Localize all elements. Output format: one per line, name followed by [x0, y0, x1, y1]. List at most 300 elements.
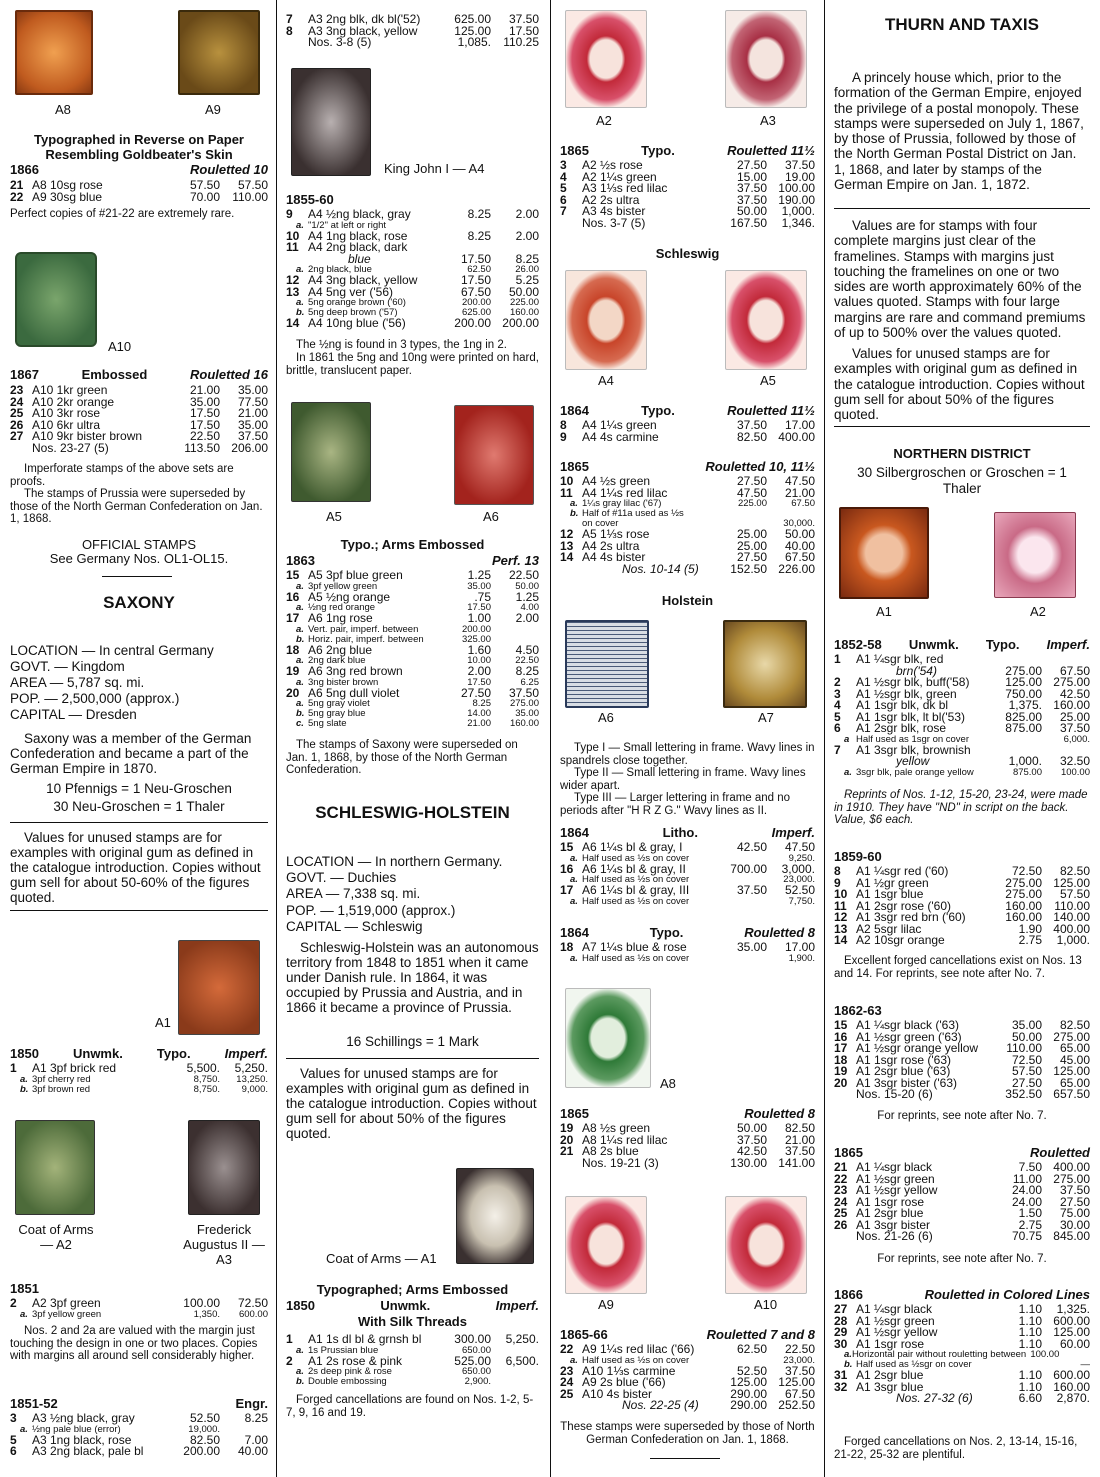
price-unused: 290.00: [730, 1386, 767, 1401]
location: LOCATION — In northern Germany.: [286, 854, 503, 869]
price-used: 50.00: [515, 580, 539, 592]
note-types: The ½ng is found in 3 types, the 1ng in 2.: [296, 339, 507, 351]
catalog-number: [834, 756, 856, 768]
price-used: 200.00: [502, 316, 539, 330]
catalog-number: 20: [560, 1132, 574, 1147]
issue-1859-60-header: [834, 850, 1090, 865]
price-used: 65.00: [1059, 1075, 1090, 1090]
divider: [286, 1058, 539, 1059]
catalog-rows-1865: [560, 160, 815, 229]
price-unused: 27.50: [1011, 1075, 1042, 1090]
price-used: 125.00: [1053, 1064, 1090, 1078]
stamp-description: A4 ½s green: [582, 474, 651, 488]
catalog-rows-1866: [10, 180, 268, 203]
catalog-number: 18: [834, 1052, 848, 1067]
label-a2: Coat of Arms — A2: [18, 1222, 94, 1252]
price-unused: 100.00: [1030, 1349, 1060, 1360]
price-unused: 1.90: [1018, 921, 1042, 936]
issue-year: 1866: [834, 1287, 863, 1302]
price-used: 67.50: [784, 1386, 815, 1401]
price-unused: 200.00: [461, 297, 491, 308]
stamp-description: A1 ¼sgr blk, red: [856, 652, 944, 666]
catalog-number: 19: [286, 664, 300, 678]
issue-year: 1850: [10, 1046, 39, 1061]
stamp-description: 5ng deep brown ('57): [308, 307, 398, 318]
catalog-number: a.: [296, 676, 304, 688]
price-unused: 27.50: [736, 158, 767, 172]
price-used: 275.00: [1053, 1029, 1090, 1044]
catalog-rows-1863: [286, 570, 539, 729]
price-unused: 1,350.: [193, 1308, 220, 1320]
price-unused: 15.00: [736, 169, 767, 184]
stamp-description: A6 5ng dull violet: [308, 685, 400, 700]
catalog-number: 25: [834, 1206, 848, 1220]
issue-year: 1850: [286, 1298, 315, 1313]
stamp-description: A1 ½sgr green ('63): [856, 1029, 962, 1044]
schleswig-description: Schleswig-Holstein was an autonomous territory from 1848 to 1851 when it came under Danish rule. In 1864, it was occupied by Prussia and Austria, and in 1866 it became a province of Prussia.: [286, 940, 539, 1015]
price-used: 125.00: [1053, 875, 1090, 890]
catalog-number: 3: [834, 686, 841, 701]
stamp-description: A4 10ng blue ('56): [308, 316, 406, 330]
area: AREA — 7,338 sq. mi.: [286, 886, 421, 901]
price-used: 35.00: [515, 708, 539, 719]
stamp-description: A1 ½sgr yellow: [856, 1183, 938, 1197]
catalog-number: a.: [296, 623, 304, 635]
stamp-a1-image: [839, 507, 929, 599]
catalog-number: 9: [286, 207, 293, 221]
stamp-description: A1 ¼sgr black: [856, 1302, 933, 1316]
issue-perf: Rouletted: [1030, 1145, 1090, 1160]
catalog-row: [286, 1334, 539, 1346]
catalog-number: 10: [834, 887, 848, 901]
price-used: 25.00: [1059, 709, 1090, 724]
catalog-number: a.: [296, 1344, 304, 1356]
stamp-description: A4 4s bister: [582, 550, 646, 564]
catalog-row: [10, 1075, 268, 1085]
catalog-number: 6: [10, 1444, 17, 1458]
stamp-description: A10 1kr green: [32, 383, 108, 397]
price-used: 65.00: [1059, 1041, 1090, 1055]
stamp-description: A1 3sgr blue: [856, 1379, 924, 1394]
stamp-a2-image: [565, 10, 647, 108]
catalog-rows-1859-60: [834, 866, 1090, 947]
stamp-description: on cover: [582, 518, 619, 529]
catalog-number: 6: [834, 721, 841, 735]
price-unused: [990, 735, 1042, 745]
official-stamps-ref: See Germany Nos. OL1-OL15.: [49, 551, 229, 566]
stamp-description: A4 1¼s green: [582, 418, 657, 432]
price-used: 37.50: [508, 685, 539, 700]
catalog-number: 17: [286, 611, 300, 625]
catalog-row: [834, 1089, 1090, 1101]
stamp-description: A10 1⅓s carmine: [582, 1363, 676, 1378]
issue-year: 1865: [834, 1145, 863, 1160]
price-unused: 17.50: [467, 676, 491, 688]
issue-year: 1865: [560, 459, 589, 474]
catalog-number: [834, 1089, 856, 1101]
catalog-number: a.: [296, 655, 304, 666]
stamp-description: A3 ½ng black, gray: [32, 1411, 135, 1425]
note-reprints: Reprints of Nos. 1-12, 15-20, 23-24, were made in 1910. They have "ND" in script on the back. Value, $6 each.: [834, 789, 1088, 826]
section-title-schleswig-holstein: SCHLESWIG-HOLSTEIN: [315, 803, 510, 822]
label-a4: A4: [598, 373, 614, 388]
catalog-number: a.: [844, 1349, 852, 1360]
stamp-description: Nos. 3-8 (5): [308, 35, 372, 49]
issue-1864c-header: [560, 926, 815, 941]
price-used: 160.00: [1053, 698, 1090, 712]
price-unused: 37.50: [736, 883, 767, 897]
price-used: 17.00: [784, 418, 815, 432]
stamp-description: A9 2s blue ('66): [582, 1375, 666, 1389]
price-used: [491, 1367, 539, 1377]
price-unused: 125.00: [454, 23, 491, 38]
price-used: 37.50: [1059, 721, 1090, 735]
stamp-description: A1 1sgr blue: [856, 887, 924, 901]
catalog-number: 23: [834, 1183, 848, 1197]
stamp-description: A1 2sgr blue: [856, 1368, 924, 1382]
price-used: 3,000.: [781, 861, 815, 876]
catalog-row: [10, 1310, 268, 1320]
stamp-description: A1 2sgr blue: [856, 1206, 924, 1220]
price-unused: 24.00: [1011, 1194, 1042, 1209]
catalog-number: 2: [286, 1353, 293, 1368]
stamp-description: Half used as ½sgr on cover: [856, 1359, 972, 1370]
stamp-description: Nos. 3-7 (5): [582, 215, 646, 230]
price-used: 32.50: [1059, 754, 1090, 768]
label-coat-a1: Coat of Arms — A1: [326, 1251, 437, 1266]
catalog-number: 15: [560, 840, 574, 854]
label-a10: A10: [108, 339, 132, 354]
divider: [834, 208, 1090, 209]
stamp-description: A2 ½s rose: [582, 158, 643, 172]
column-rule-3: [824, 0, 825, 1477]
price-used: 23,000.: [783, 874, 815, 885]
column-prussia-saxony: [10, 0, 268, 1477]
catalog-number: 24: [10, 394, 24, 409]
stamp-description: "1/2" at left or right: [308, 219, 387, 231]
price-used: 72.50: [237, 1296, 268, 1310]
price-unused: 50.00: [1011, 1029, 1042, 1044]
catalog-number: [560, 1158, 582, 1170]
catalog-number: 28: [834, 1313, 848, 1328]
stamp-description: A1 2sgr blk, rose: [856, 721, 947, 735]
stamp-a10-image: [15, 252, 97, 347]
issue-perf: Rouletted 8: [744, 1106, 815, 1121]
catalog-number: 19: [560, 1121, 574, 1135]
stamp-description: A10 6kr ultra: [32, 417, 101, 432]
catalog-rows-continued: [286, 14, 539, 49]
price-used: 2,870.: [1056, 1391, 1090, 1405]
price-used: 110.25: [503, 35, 539, 49]
stamp-description: 2ng dark blue: [308, 655, 366, 666]
catalog-number: 8: [560, 418, 567, 432]
price-used: 657.50: [1053, 1087, 1090, 1101]
price-unused: 35.00: [736, 940, 767, 954]
stamp-description: A2 2s ultra: [582, 192, 640, 207]
price-unused: 875.00: [1005, 721, 1042, 735]
catalog-number: a.: [296, 219, 304, 231]
price-used: 35.00: [237, 417, 268, 432]
price-unused: 1.00: [467, 611, 491, 625]
stamp-description: A3 2ng blk, dk bl('52): [308, 12, 421, 26]
price-unused: 352.50: [1005, 1087, 1042, 1101]
catalog-number: 4: [834, 698, 841, 712]
catalog-rows-1855-60: [286, 209, 539, 330]
stamp-description: Nos. 27-32 (6): [896, 1391, 973, 1405]
stamp-description: A7 1¼s blue & rose: [582, 940, 687, 954]
price-unused: 200.00: [454, 316, 491, 330]
heading-typo-arms: Typo.; Arms Embossed: [340, 537, 485, 552]
stamp-description: A6 1ng rose: [308, 611, 373, 625]
price-used: 23,000.: [783, 1354, 815, 1366]
issue-1855-60-header: [286, 193, 539, 208]
catalog-number: a.: [570, 952, 578, 964]
price-unused: 27.50: [736, 550, 767, 564]
catalog-row: [560, 215, 815, 230]
price-used: —: [1080, 1359, 1090, 1370]
label-a6: A6: [598, 710, 614, 725]
catalog-number: 1: [286, 1332, 293, 1346]
price-used: 42.50: [1059, 686, 1090, 701]
column-rule-2: [550, 0, 551, 1477]
price-unused: 27.50: [736, 474, 767, 488]
stamp-description: Half used as ½s on cover: [582, 852, 690, 864]
price-used: 22.50: [784, 1342, 815, 1356]
price-unused: 152.50: [730, 561, 767, 576]
price-unused: 82.50: [189, 1432, 220, 1447]
price-used: 26.00: [515, 264, 539, 275]
stamp-description: 3pf cherry red: [32, 1073, 91, 1085]
type-i-description: Type I — Small lettering in frame. Wavy lines in spandrels close together.: [560, 742, 815, 767]
stamp-description: Half used as ½s on cover: [582, 874, 690, 885]
catalog-row: [560, 561, 815, 576]
catalog-number: 8: [834, 864, 841, 878]
catalog-number: a.: [570, 1354, 578, 1366]
stamp-description: 2ng black, blue: [308, 264, 372, 275]
values-unused-note: Values for unused stamps are for examples with original gum as defined in the catalogue introduction. Copies without gum sell for about 50% of the figures quoted.: [834, 346, 1085, 423]
price-unused: 100.00: [183, 1296, 220, 1310]
price-used: 5.25: [515, 273, 539, 287]
catalog-number: 24: [560, 1375, 574, 1389]
price-unused: 160.00: [1005, 910, 1042, 924]
issue-1865-header: [834, 1146, 1090, 1161]
catalog-row: [286, 37, 539, 49]
price-unused: 8.25: [467, 228, 491, 243]
catalog-number: 11: [560, 485, 573, 500]
issue-year: 1863: [286, 553, 315, 568]
catalog-row: [10, 440, 268, 455]
catalog-row: [560, 1155, 815, 1170]
stamp-description: A4 ½ng black, gray: [308, 207, 411, 221]
price-unused: 37.50: [736, 181, 767, 195]
issue-perf: Imperf.: [771, 825, 815, 840]
stamp-description: A1 1sgr rose: [856, 1336, 925, 1351]
capital: CAPITAL — Dresden: [10, 707, 137, 722]
price-unused: 275.00: [1005, 875, 1042, 890]
price-unused: 25.00: [736, 527, 767, 541]
issue-perf: Rouletted 10, 11½: [705, 459, 815, 474]
issue-perf: Rouletted 11½: [727, 143, 815, 158]
stamp-description: yellow: [896, 754, 930, 768]
price-used: 37.50: [237, 429, 268, 443]
price-used: 37.50: [508, 12, 539, 26]
catalog-number: 25: [10, 406, 24, 420]
column-thurn-and-taxis: [834, 0, 1090, 1477]
price-unused: 110.00: [1006, 1041, 1042, 1055]
catalog-number: 23: [10, 383, 24, 397]
column-schleswig-holstein: [560, 0, 815, 1477]
catalog-number: 12: [834, 910, 848, 924]
stamp-description: A1 3sgr red brn ('60): [856, 910, 966, 924]
price-unused: 1.10: [1018, 1379, 1042, 1394]
price-unused: 62.50: [467, 264, 491, 275]
price-unused: 275.00: [1005, 887, 1042, 901]
note-imperforate: Imperforate stamps of the above sets are proofs.: [10, 463, 234, 488]
catalog-number: b.: [570, 508, 579, 519]
price-used: 6.25: [520, 676, 539, 688]
catalog-row: [560, 942, 815, 954]
catalog-number: 11: [286, 240, 299, 254]
price-unused: 57.50: [189, 178, 220, 192]
price-used: 8.25: [244, 1411, 268, 1425]
price-used: 9,250.: [788, 852, 815, 864]
price-used: 5,250.: [505, 1332, 539, 1346]
issue-method: Typo.: [641, 403, 675, 418]
price-used: 4.00: [520, 602, 539, 613]
price-unused: 1.10: [1018, 1336, 1042, 1351]
price-used: 1,325.: [1056, 1302, 1090, 1316]
catalog-number: 18: [286, 642, 300, 657]
stamp-a1-image: [178, 940, 260, 1035]
issue-1866-header: [10, 163, 268, 178]
price-used: 1,000.: [781, 204, 815, 218]
price-used: 75.00: [1059, 1206, 1090, 1220]
label-a8: A8: [55, 102, 71, 117]
catalog-number: 29: [834, 1325, 848, 1339]
silk-threads: With Silk Threads: [358, 1314, 467, 1329]
price-unused: 50.00: [736, 204, 767, 218]
issue-year: 1864: [560, 925, 589, 940]
catalog-number: 30: [834, 1336, 848, 1351]
catalog-number: [560, 564, 582, 576]
catalog-number: 21: [560, 1144, 574, 1158]
stamp-description: A1 3sgr bister ('63): [856, 1075, 957, 1090]
price-used: 141.00: [778, 1155, 815, 1170]
issue-perf: Rouletted 16: [189, 367, 268, 382]
label-a9: A9: [205, 102, 221, 117]
issue-1865-header: [560, 144, 815, 159]
issue-perf: Perf. 13: [492, 553, 539, 568]
label-a1: A1: [876, 604, 892, 619]
price-unused: 6.60: [1018, 1391, 1042, 1405]
stamp-description: 5ng slate: [308, 718, 347, 729]
price-used: [491, 1377, 539, 1387]
price-used: 5,250.: [234, 1061, 268, 1075]
price-unused: 290.00: [730, 1398, 767, 1412]
price-unused: 650.00: [461, 1366, 491, 1377]
catalog-number: 14: [286, 316, 300, 330]
stamp-description: 1¼s gray lilac ('67): [582, 498, 662, 509]
stamp-description: 1s Prussian blue: [308, 1344, 379, 1356]
catalog-number: 26: [834, 1217, 848, 1232]
catalog-row: [834, 768, 1090, 778]
catalog-number: 2: [10, 1296, 17, 1310]
price-unused: 167.50: [730, 215, 767, 230]
catalog-number: 22: [834, 1171, 848, 1186]
thurn-description: A princely house which, prior to the formation of the German Empire, enjoyed the privilege of a postal monopoly. These stamps were superseded on July 1, 1867, by those of Prussia, followed by those of the North German Postal District on Jan. 1, 1868, and later by stamps of the German Empire on Jan. 1, 1872.: [834, 70, 1084, 193]
stamp-description: A1 ½sgr blk, buff('58): [856, 675, 970, 689]
divider: [10, 822, 268, 823]
price-unused: 2.75: [1018, 1217, 1042, 1232]
divider: [650, 1458, 720, 1459]
stamp-description: A4 2ng black, dark: [308, 240, 408, 254]
label-a5: A5: [326, 509, 342, 524]
price-used: 21.00: [784, 485, 815, 500]
price-unused: 52.50: [189, 1411, 220, 1425]
catalog-number: [286, 37, 308, 49]
catalog-number: a: [844, 733, 850, 745]
stamp-description: A1 3sgr blk, brownish: [856, 742, 971, 757]
stamp-description: A10 4s bister: [582, 1386, 653, 1401]
catalog-row: [834, 935, 1090, 947]
note-forged: Forged cancellations are found on Nos. 1-2, 5-7, 9, 16 and 19.: [286, 1394, 534, 1419]
price-used: 275.00: [1053, 675, 1090, 689]
price-unused: 67.50: [460, 284, 491, 299]
label-a3: A3: [760, 113, 776, 128]
price-used: 845.00: [1053, 1229, 1090, 1243]
stamp-description: A4 4s carmine: [582, 429, 659, 444]
catalog-number: 5: [834, 709, 841, 724]
catalog-row: [834, 654, 1090, 666]
stamp-description: 5ng gray violet: [308, 698, 370, 709]
stamp-description: A4 1ng black, rose: [308, 228, 408, 243]
catalog-number: 8: [286, 23, 293, 38]
price-unused: 17.50: [460, 251, 491, 266]
catalog-row: [10, 1063, 268, 1075]
price-unused: 160.00: [1005, 898, 1042, 913]
price-used: 50.00: [784, 527, 815, 541]
catalog-rows-1864: [560, 420, 815, 443]
catalog-number: a.: [296, 698, 304, 709]
issue-1862-63-header: [834, 1004, 1090, 1019]
price-unused: 42.50: [736, 1144, 767, 1158]
catalog-rows-1867: [10, 385, 268, 454]
catalog-rows-1865-66: [560, 1344, 815, 1412]
stamp-a9-image: [565, 1196, 647, 1294]
issue-1865c-header: [560, 1107, 815, 1122]
catalog-number: b.: [20, 1083, 29, 1095]
price-used: 6,000.: [1063, 733, 1090, 745]
catalog-row: [10, 1298, 268, 1310]
price-used: 30,000.: [783, 518, 815, 529]
stamp-description: A1 ¼sgr black ('63): [856, 1018, 960, 1032]
price-unused: 1.10: [1018, 1302, 1042, 1316]
catalog-number: 14: [834, 933, 848, 947]
stamp-description: A1 ½sgr orange yellow: [856, 1041, 979, 1055]
catalog-row: [286, 570, 539, 582]
price-used: 67.50: [791, 498, 815, 509]
stamp-description: Vert. pair, imperf. between: [308, 623, 419, 635]
price-unused: 62.50: [736, 1342, 767, 1356]
catalog-number: a.: [20, 1073, 28, 1085]
label-a8: A8: [660, 1076, 676, 1091]
price-used: 7.00: [244, 1432, 268, 1447]
price-used: 47.50: [784, 474, 815, 488]
catalog-number: 7: [560, 204, 567, 218]
subsection-schleswig: Schleswig: [655, 246, 720, 261]
issue-year: 1855-60: [286, 192, 334, 207]
stamp-description: ½ng red orange: [308, 602, 376, 613]
